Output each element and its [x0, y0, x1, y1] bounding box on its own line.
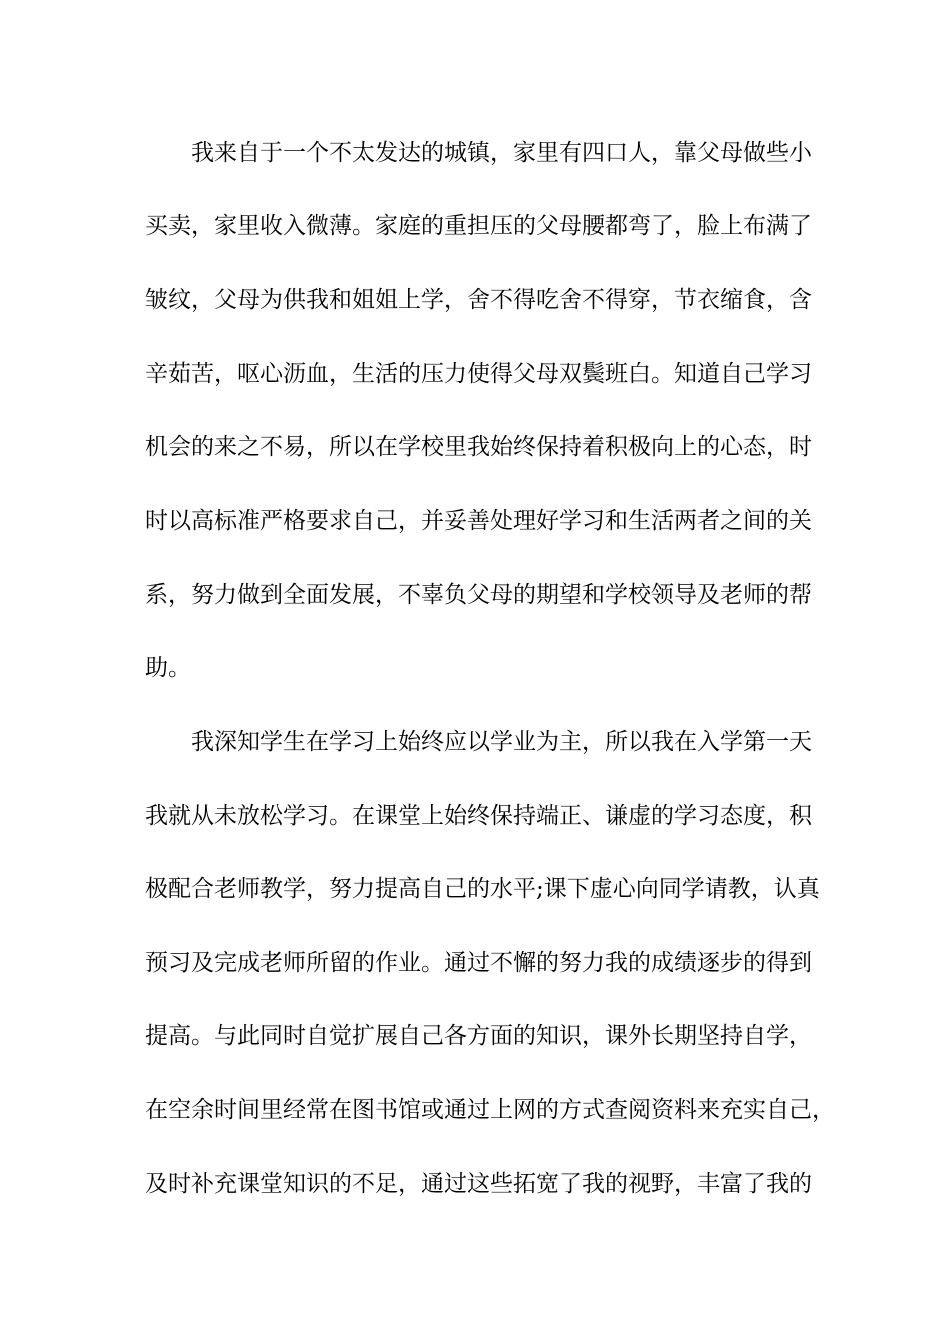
paragraph-line: 机会的来之不易，所以在学校里我始终保持着积极向上的心态，时	[145, 434, 812, 460]
paragraph-line: 我深知学生在学习上始终应以学业为主，所以我在入学第一天	[191, 729, 812, 755]
paragraph-line: 极配合老师教学，努力提高自己的水平;课下虚心向同学请教，认真	[145, 876, 820, 902]
paragraph-line: 我来自于一个不太发达的城镇，家里有四口人，靠父母做些小	[191, 140, 812, 166]
paragraph-line: 在空余时间里经常在图书馆或通过上网的方式查阅资料来充实自己，	[145, 1097, 835, 1123]
paragraph-line: 我就从未放松学习。在课堂上始终保持端正、谦虚的学习态度，积	[145, 803, 812, 829]
paragraph-line: 辛茹苦，呕心沥血，生活的压力使得父母双鬓班白。知道自己学习	[145, 361, 812, 387]
paragraph-line: 预习及完成老师所留的作业。通过不懈的努力我的成绩逐步的得到	[145, 950, 812, 976]
paragraph-line: 助。	[145, 655, 191, 681]
paragraph-line: 买卖，家里收入微薄。家庭的重担压的父母腰都弯了，脸上布满了	[145, 213, 812, 239]
paragraph-line: 时以高标准严格要求自己，并妥善处理好学习和生活两者之间的关	[145, 508, 812, 534]
paragraph-line: 皱纹，父母为供我和姐姐上学，舍不得吃舍不得穿，节衣缩食，含	[145, 287, 812, 313]
paragraph-line: 系，努力做到全面发展，不辜负父母的期望和学校领导及老师的帮	[145, 582, 812, 608]
paragraph-line: 提高。与此同时自觉扩展自己各方面的知识，课外长期坚持自学，	[145, 1023, 812, 1049]
paragraph-line: 及时补充课堂知识的不足，通过这些拓宽了我的视野，丰富了我的	[145, 1171, 812, 1197]
